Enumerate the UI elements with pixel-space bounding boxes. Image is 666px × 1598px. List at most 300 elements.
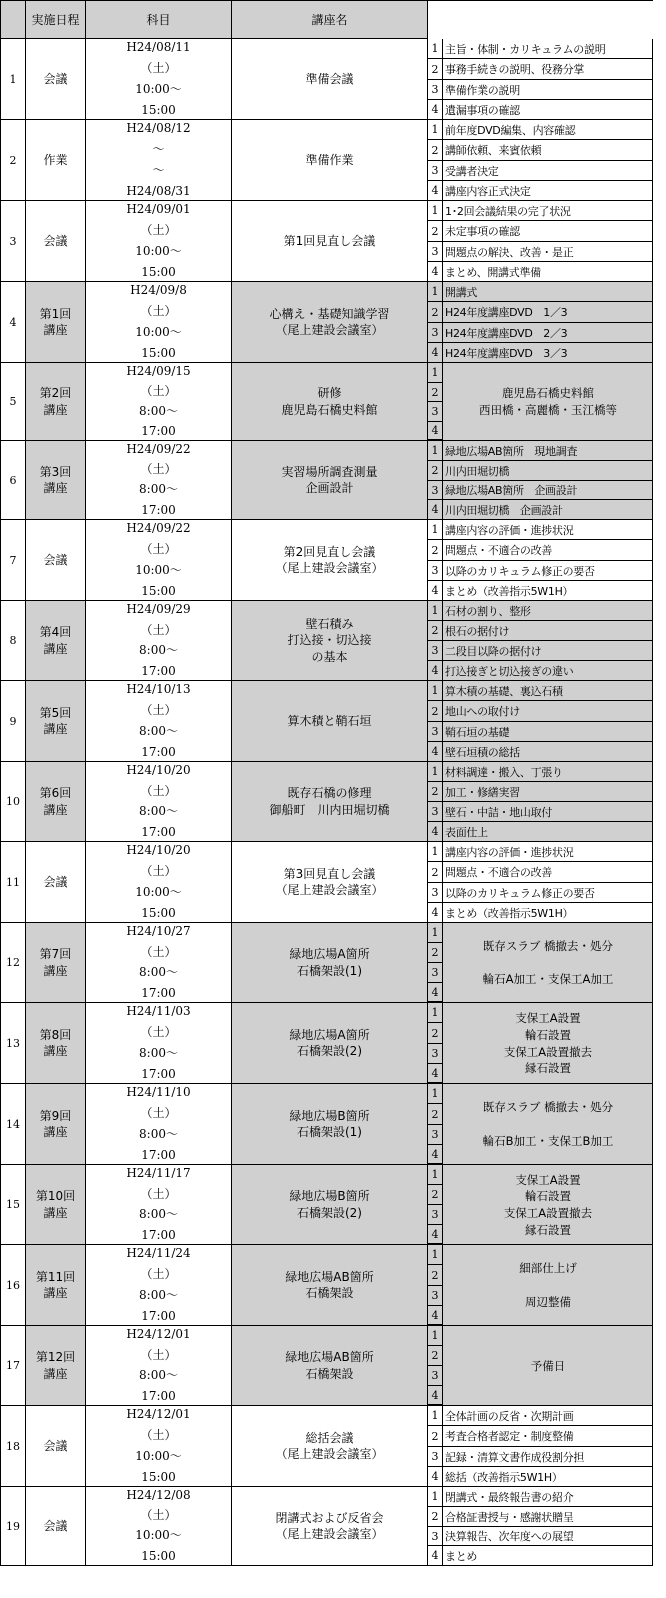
lecture-number: 4 [428, 1306, 443, 1325]
lecture-title: 全体計画の反省・次期計画 [445, 1409, 574, 1423]
date-line: 10:00〜 [135, 81, 182, 96]
lecture-row [428, 1447, 653, 1467]
lecture-row [428, 323, 653, 343]
lecture-title: 材料調達・搬入、丁張り [445, 765, 563, 779]
lecture-number: 3 [428, 481, 443, 499]
lecture-number: 1 [428, 1245, 443, 1265]
lecture-title: 打込接ぎと切込接ぎの違い [445, 664, 574, 678]
lecture-merged-text: 予備日 [530, 1358, 566, 1373]
date-line: （土） [140, 1347, 177, 1362]
date-line: H24/10/27 [126, 924, 191, 938]
date-line: H24/11/10 [126, 1085, 191, 1099]
lecture-title: 二段目以降の据付け [445, 644, 542, 658]
lecture-row [428, 1507, 653, 1527]
date-line: 8:00〜 [139, 1126, 178, 1141]
row-date [86, 1165, 232, 1245]
lecture-title: 考査合格者認定・制度整備 [445, 1430, 574, 1443]
date-line: H24/09/22 [126, 521, 191, 535]
row-subject: 閉講式および反省会 （尾上建設会議室） [232, 1487, 428, 1566]
row-type: 第2回 講座 [26, 363, 86, 441]
row-number: 8 [0, 601, 26, 681]
lecture-title: 川内田堀切橋 [445, 464, 510, 478]
date-line: 8:00〜 [139, 965, 178, 980]
lecture-title: 記録・清算文書作成役割分担 [445, 1450, 585, 1464]
lecture-number: 1 [428, 1084, 443, 1104]
row-date [86, 1406, 232, 1487]
lecture-title: 決算報告、次年度への展望 [445, 1530, 574, 1543]
lecture-number: 3 [428, 80, 443, 99]
lecture-title: 根石の据付け [445, 624, 510, 638]
row-date [86, 681, 232, 762]
row-subject: 緑地広場A箇所 石橋架設(2) [232, 1003, 428, 1084]
row-subject: 緑地広場A箇所 石橋架設(1) [232, 923, 428, 1003]
header-schedule [26, 0, 86, 39]
lecture-number: 3 [428, 323, 443, 342]
row-type: 会議 [26, 520, 86, 601]
date-line: 15:00 [141, 264, 176, 279]
lecture-row [428, 441, 653, 461]
row-number: 5 [0, 363, 26, 441]
header-lecture-label: 講座名 [311, 13, 348, 27]
lecture-row [428, 59, 653, 80]
date-line: （土） [140, 1508, 177, 1523]
lecture-row [428, 681, 653, 701]
lecture-row [428, 621, 653, 641]
lecture-title: 算木積の基礎、裏込石積 [445, 684, 563, 698]
lecture-number: 1 [428, 1165, 443, 1185]
row-number: 3 [0, 201, 26, 282]
row-number: 12 [0, 923, 26, 1003]
row-subject: 第2回見直し会議 （尾上建設会議室） [232, 520, 428, 601]
lecture-number: 4 [428, 262, 443, 281]
lecture-number: 3 [428, 1366, 443, 1386]
row-number: 14 [0, 1084, 26, 1165]
date-line: 8:00〜 [139, 1207, 178, 1222]
lecture-number: 1 [428, 842, 443, 861]
row-type: 第7回 講座 [26, 923, 86, 1003]
lecture-title: 問題点・不適合の改善 [445, 544, 552, 557]
date-line: 8:00〜 [139, 1045, 178, 1060]
date-line: 15:00 [141, 1469, 176, 1484]
lecture-title: まとめ（改善指示5W1H） [445, 584, 574, 598]
lecture-number: 1 [428, 201, 443, 220]
header-no [0, 0, 26, 39]
date-line: 17:00 [141, 502, 176, 517]
lecture-row [428, 762, 653, 782]
row-date [86, 601, 232, 681]
row-number: 10 [0, 762, 26, 842]
date-line: H24/09/8 [130, 283, 187, 297]
date-line: （土） [140, 60, 177, 75]
row-subject: 既存石橋の修理 御船町 川内田堀切橋 [232, 762, 428, 842]
date-line: 8:00〜 [139, 482, 178, 497]
row-date [86, 441, 232, 520]
lecture-number: 3 [428, 161, 443, 180]
lecture-title: 地山への取付け [445, 705, 520, 718]
lecture-title: 1･2回会議結果の完了状況 [445, 204, 571, 218]
lecture-merged-text: 細部仕上げ 周辺整備 [519, 1261, 577, 1309]
lecture-number: 3 [428, 883, 443, 902]
date-line: （土） [140, 303, 177, 318]
lecture-title: 主旨・体制・カリキュラムの説明 [445, 42, 606, 56]
row-number: 11 [0, 842, 26, 923]
lecture-row [428, 201, 653, 221]
lecture-number: 4 [428, 422, 443, 440]
row-subject: 算木積と鞘石垣 [232, 681, 428, 762]
lecture-number: 4 [428, 1064, 443, 1083]
row-date [86, 363, 232, 441]
lecture-title: H24年度講座DVD 2／3 [445, 326, 568, 340]
lecture-row [428, 161, 653, 181]
lecture-row [428, 481, 653, 500]
lecture-row [428, 1406, 653, 1426]
row-date [86, 1084, 232, 1165]
lecture-title: 総括（改善指示5W1H） [445, 1470, 563, 1484]
lecture-row [428, 500, 653, 520]
date-line: H24/12/01 [126, 1327, 191, 1341]
date-line: （土） [140, 1427, 177, 1442]
date-line: 17:00 [141, 824, 176, 839]
date-line: 10:00〜 [135, 243, 182, 258]
lecture-merged-text: 既存スラブ 橋撤去・処分 輪石B加工・支保工B加工 [482, 1100, 614, 1148]
lecture-number: 2 [428, 461, 443, 480]
row-number: 2 [0, 120, 26, 201]
lecture-number: 3 [428, 802, 443, 821]
row-type: 会議 [26, 1406, 86, 1487]
date-line: 17:00 [141, 1308, 176, 1323]
lecture-number: 4 [428, 661, 443, 680]
lecture-number: 1 [428, 120, 443, 139]
lecture-title: H24年度講座DVD 3／3 [445, 346, 568, 360]
lecture-number: 1 [428, 1406, 443, 1425]
lecture-row [428, 661, 653, 681]
date-line: H24/08/31 [126, 183, 191, 198]
row-number: 13 [0, 1003, 26, 1084]
row-number: 16 [0, 1245, 26, 1326]
lecture-number: 2 [428, 1104, 443, 1125]
lecture-number: 2 [428, 621, 443, 640]
date-line: 17:00 [141, 744, 176, 759]
date-line: （土） [140, 702, 177, 717]
lecture-row [428, 302, 653, 323]
lecture-number: 2 [428, 943, 443, 963]
date-line: 10:00〜 [135, 884, 182, 899]
date-line: H24/09/01 [126, 202, 191, 216]
row-subject: 第1回見直し会議 [232, 201, 428, 282]
row-subject: 緑地広場B箇所 石橋架設(1) [232, 1084, 428, 1165]
row-type: 第10回 講座 [26, 1165, 86, 1245]
lecture-number: 1 [428, 762, 443, 781]
lecture-number: 3 [428, 1044, 443, 1064]
row-type: 第8回 講座 [26, 1003, 86, 1084]
lecture-number: 2 [428, 1185, 443, 1205]
header-lecture [232, 0, 428, 39]
lecture-number: 4 [428, 1467, 443, 1486]
lecture-row [428, 561, 653, 581]
lecture-title: 緑地広場AB箇所 企画設計 [445, 484, 578, 497]
lecture-row [428, 242, 653, 262]
lecture-title: 緑地広場AB箇所 現地調査 [445, 444, 578, 458]
lecture-row [428, 722, 653, 742]
date-line: （土） [140, 1186, 177, 1201]
lecture-number: 2 [428, 302, 443, 322]
lecture-title: 未定事項の確認 [445, 225, 520, 238]
lecture-row [428, 80, 653, 100]
lecture-number: 3 [428, 1125, 443, 1145]
row-date [86, 120, 232, 201]
date-line: 15:00 [141, 583, 176, 598]
row-subject: 総括会議 （尾上建設会議室） [232, 1406, 428, 1487]
date-line: H24/11/03 [126, 1004, 191, 1018]
lecture-number: 4 [428, 100, 443, 119]
row-date [86, 1487, 232, 1566]
date-line: H24/10/20 [126, 843, 191, 857]
lecture-number: 3 [428, 242, 443, 261]
lecture-number: 1 [428, 1487, 443, 1506]
lecture-row [428, 39, 653, 59]
lecture-row [428, 140, 653, 161]
row-type: 作業 [26, 120, 86, 201]
lecture-number: 1 [428, 1003, 443, 1023]
date-line: 17:00 [141, 1388, 176, 1403]
date-line: H24/09/15 [126, 364, 191, 378]
lecture-number: 4 [428, 181, 443, 200]
date-line: 〜 [152, 141, 165, 156]
date-line: 10:00〜 [135, 324, 182, 339]
lecture-number: 4 [428, 1225, 443, 1244]
lecture-row [428, 701, 653, 722]
lecture-row [428, 181, 653, 201]
lecture-number: 2 [428, 383, 443, 402]
row-date [86, 762, 232, 842]
lecture-title: まとめ [445, 1549, 478, 1563]
lecture-number: 2 [428, 59, 443, 79]
lecture-title: 講座内容の評価・進捗状況 [445, 523, 574, 537]
lecture-number: 4 [428, 983, 443, 1002]
header-schedule-label: 実施日程 [31, 13, 80, 27]
lecture-number: 2 [428, 1426, 443, 1446]
lecture-number: 2 [428, 1023, 443, 1044]
date-line: 8:00〜 [139, 1368, 178, 1383]
row-subject: 緑地広場AB箇所 石橋架設 [232, 1245, 428, 1326]
date-line: （土） [140, 222, 177, 237]
row-type: 会議 [26, 39, 86, 120]
lecture-number: 1 [428, 282, 443, 301]
lecture-number: 3 [428, 1286, 443, 1306]
row-type: 第5回 講座 [26, 681, 86, 762]
lecture-number: 3 [428, 641, 443, 660]
lecture-merged-text: 既存スラブ 橋撤去・処分 輪石A加工・支保工A加工 [482, 938, 614, 987]
lecture-title: 石材の割り、整形 [445, 604, 531, 618]
date-line: 8:00〜 [139, 1287, 178, 1302]
date-line: 8:00〜 [139, 403, 178, 418]
lecture-number: 2 [428, 540, 443, 560]
date-line: 8:00〜 [139, 723, 178, 738]
lecture-row [428, 581, 653, 601]
header-subject [86, 0, 232, 39]
row-subject: 緑地広場B箇所 石橋架設(2) [232, 1165, 428, 1245]
row-number: 6 [0, 441, 26, 520]
row-date [86, 39, 232, 120]
row-date [86, 201, 232, 282]
date-line: H24/12/08 [126, 1488, 191, 1502]
lecture-number: 4 [428, 581, 443, 600]
lecture-row [428, 1426, 653, 1447]
lecture-number: 4 [428, 1546, 443, 1565]
lecture-number: 2 [428, 782, 443, 801]
lecture-title: 加工・修繕実習 [445, 785, 520, 799]
date-line: H24/09/29 [126, 602, 191, 616]
row-number: 19 [0, 1487, 26, 1566]
row-date [86, 1245, 232, 1326]
lecture-title: 川内田堀切橋 企画設計 [445, 503, 563, 517]
lecture-number: 4 [428, 343, 443, 362]
row-type: 第11回 講座 [26, 1245, 86, 1326]
lecture-number: 2 [428, 140, 443, 160]
lecture-title: 問題点の解決、改善・是正 [445, 245, 574, 259]
lecture-number: 3 [428, 1527, 443, 1545]
lecture-title: 遺漏事項の確認 [445, 103, 520, 117]
date-line: 15:00 [141, 102, 176, 117]
row-type: 会議 [26, 201, 86, 282]
date-line: 17:00 [141, 663, 176, 678]
row-number: 9 [0, 681, 26, 762]
row-type: 会議 [26, 1487, 86, 1566]
row-type: 第9回 講座 [26, 1084, 86, 1165]
date-line: 17:00 [141, 1227, 176, 1242]
lecture-title: 事務手続きの説明、役務分掌 [445, 63, 585, 76]
date-line: 10:00〜 [135, 1448, 182, 1463]
lecture-title: 表面仕上 [445, 825, 488, 839]
lecture-row [428, 883, 653, 903]
row-date [86, 282, 232, 363]
date-line: 10:00〜 [135, 1528, 182, 1543]
lecture-title: 以降のカリキュラム修正の要否 [445, 886, 595, 900]
lecture-number: 1 [428, 363, 443, 383]
lecture-merged-text: 支保工A設置 輪石設置 支保工A設置撤去 縁石設置 [503, 1011, 593, 1076]
row-subject: 研修 鹿児島石橋史料館 [232, 363, 428, 441]
date-line: 15:00 [141, 905, 176, 920]
lecture-number: 1 [428, 39, 443, 58]
row-type: 第4回 講座 [26, 601, 86, 681]
lecture-row [428, 842, 653, 862]
lecture-number: 2 [428, 221, 443, 241]
lecture-number: 2 [428, 1265, 443, 1286]
date-line: H24/10/20 [126, 763, 191, 777]
lecture-number: 4 [428, 500, 443, 519]
lecture-row [428, 1546, 653, 1566]
lecture-number: 1 [428, 601, 443, 620]
lecture-title: 合格証書授与・感謝状贈呈 [445, 1510, 574, 1524]
date-line: （土） [140, 383, 177, 398]
date-line: H24/11/17 [126, 1166, 191, 1180]
lecture-title: 準備作業の説明 [445, 83, 520, 97]
lecture-title: 講座内容の評価・進捗状況 [445, 845, 574, 859]
header-subject-label: 科目 [146, 13, 171, 27]
date-line: 8:00〜 [139, 804, 178, 819]
lecture-number: 3 [428, 1447, 443, 1466]
lecture-row [428, 343, 653, 363]
row-type: 会議 [26, 842, 86, 923]
date-line: （土） [140, 1266, 177, 1281]
lecture-title: 壁石・中詰・地山取付 [445, 805, 552, 819]
lecture-number: 3 [428, 402, 443, 422]
lecture-row [428, 601, 653, 621]
lecture-title: H24年度講座DVD 1／3 [445, 306, 568, 319]
lecture-row [428, 221, 653, 242]
lecture-row [428, 1487, 653, 1507]
lecture-title: 鞘石垣の基礎 [445, 725, 510, 739]
lecture-number: 1 [428, 681, 443, 700]
date-line: H24/12/01 [126, 1407, 191, 1421]
date-line: 15:00 [141, 345, 176, 360]
row-date [86, 1003, 232, 1084]
lecture-number: 4 [428, 1386, 443, 1405]
row-number: 4 [0, 282, 26, 363]
row-subject: 緑地広場AB箇所 石橋架設 [232, 1326, 428, 1406]
lecture-row [428, 520, 653, 540]
date-line: （土） [140, 622, 177, 637]
lecture-title: 以降のカリキュラム修正の要否 [445, 564, 595, 578]
lecture-row [428, 822, 653, 842]
date-line: H24/08/12 [126, 121, 191, 135]
lecture-row [428, 782, 653, 802]
date-line: H24/10/13 [126, 682, 191, 696]
date-line: H24/09/22 [126, 442, 191, 456]
lecture-row [428, 262, 653, 282]
lecture-row [428, 903, 653, 923]
date-line: （土） [140, 783, 177, 798]
lecture-number: 1 [428, 441, 443, 460]
date-line: 17:00 [141, 1147, 176, 1162]
date-line: （土） [140, 1105, 177, 1120]
row-date [86, 923, 232, 1003]
date-line: （土） [140, 462, 177, 477]
row-date [86, 520, 232, 601]
date-line: H24/08/11 [126, 40, 191, 54]
row-type: 第3回 講座 [26, 441, 86, 520]
date-line: H24/11/24 [126, 1246, 191, 1260]
lecture-row [428, 802, 653, 822]
lecture-title: 壁石垣積の総括 [445, 745, 520, 759]
lecture-row [428, 120, 653, 140]
date-line: （土） [140, 1024, 177, 1039]
lecture-number: 4 [428, 903, 443, 922]
row-subject: 壁石積み 打込接・切込接 の基本 [232, 601, 428, 681]
lecture-title: 前年度DVD編集、内容確認 [445, 123, 576, 137]
date-line: 17:00 [141, 423, 176, 438]
date-line: 17:00 [141, 1066, 176, 1081]
lecture-number: 4 [428, 822, 443, 841]
lecture-number: 3 [428, 722, 443, 741]
date-line: 15:00 [141, 1548, 176, 1563]
lecture-number: 4 [428, 742, 443, 761]
lecture-number: 2 [428, 701, 443, 721]
row-type: 第1回 講座 [26, 282, 86, 363]
lecture-row [428, 100, 653, 120]
lecture-row [428, 540, 653, 561]
lecture-number: 1 [428, 923, 443, 943]
lecture-row [428, 282, 653, 302]
date-line: 〜 [152, 162, 165, 177]
lecture-title: 受講者決定 [445, 164, 499, 178]
lecture-number: 2 [428, 862, 443, 882]
row-subject: 実習場所調査測量 企画設計 [232, 441, 428, 520]
row-number: 17 [0, 1326, 26, 1406]
lecture-number: 4 [428, 1145, 443, 1164]
lecture-row [428, 1527, 653, 1546]
lecture-row [428, 461, 653, 481]
